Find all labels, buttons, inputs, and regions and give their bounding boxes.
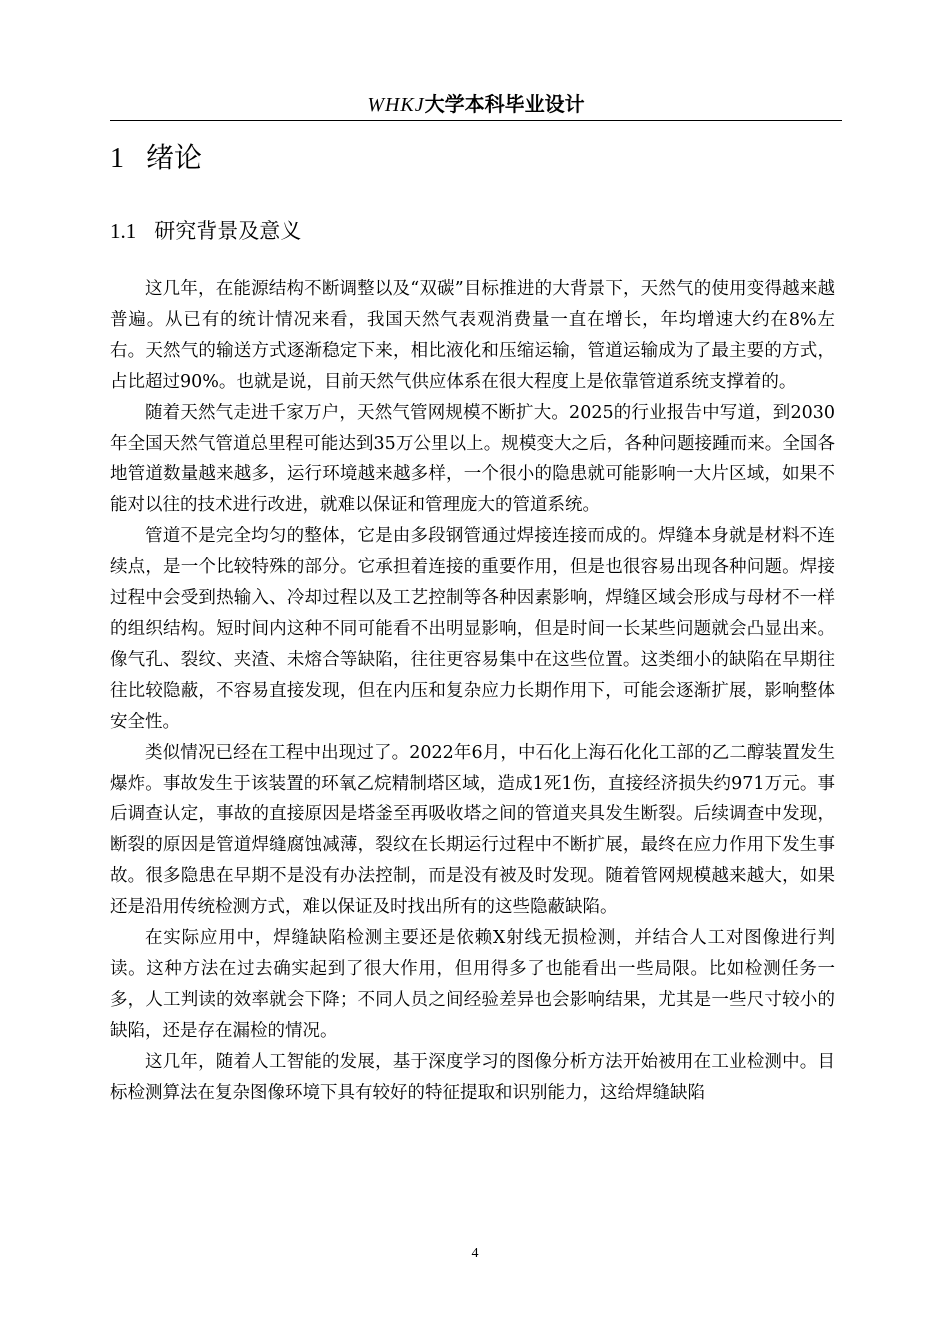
page-header bbox=[110, 90, 842, 119]
chapter-heading bbox=[110, 140, 202, 177]
section-heading bbox=[110, 216, 301, 246]
section-number: 1.1 bbox=[110, 219, 137, 243]
paragraph: 在实际应用中，焊缝缺陷检测主要还是依赖X射线无损检测，并结合人工对图像进行判读。这种方法在过去确实起到了很大作用，但用得多了也能看出一些局限。比如检测任务一多，人工判读的效率就会下降；不同人员之间经验差异也会影响结果，尤其是一些尺寸较小的缺陷，还是存在漏检的情况。 bbox=[110, 928, 835, 1041]
paragraph: 随着天然气走进千家万户，天然气管网规模不断扩大。2025的行业报告中写道，到2030年全国天然气管道总里程可能达到35万公里以上。规模变大之后，各种问题接踵而来。全国各地管道数量越来越多，运行环境越来越多样，一个很小的隐患就可能影响一大片区域，如果不能对以往的技术进行改进，就难以保证和管理庞大的管道系统。 bbox=[110, 402, 835, 516]
body-text bbox=[110, 274, 835, 1108]
header-school-name: WHKJ bbox=[367, 94, 425, 116]
header-divider bbox=[110, 120, 842, 121]
section-title: 研究背景及意义 bbox=[154, 219, 302, 243]
chapter-number: 1 bbox=[110, 143, 124, 174]
paragraph: 这几年，随着人工智能的发展，基于深度学习的图像分析方法开始被用在工业检测中。目标检测算法在复杂图像环境下具有较好的特征提取和识别能力，这给焊缝缺陷 bbox=[110, 1051, 835, 1103]
chapter-title: 绪论 bbox=[146, 141, 203, 174]
paragraph: 这几年，在能源结构不断调整以及“双碳”目标推进的大背景下，天然气的使用变得越来越普遍。从已有的统计情况来看，我国天然气表观消费量一直在增长，年均增速大约在8%左右。天然气的输送方式逐渐稳定下来，相比液化和压缩运输，管道运输成为了最主要的方式，占比超过90%。也就是说，目前天然气供应体系在很大程度上是依靠管道系统支撑着的。 bbox=[110, 279, 835, 392]
page-number: 4 bbox=[471, 1246, 479, 1261]
header-title: 大学本科毕业设计 bbox=[424, 92, 585, 116]
paragraph: 管道不是完全均匀的整体，它是由多段钢管通过焊接连接而成的。焊缝本身就是材料不连续点，是一个比较特殊的部分。它承担着连接的重要作用，但是也很容易出现各种问题。焊接过程中会受到热输入、冷却过程以及工艺控制等各种因素影响，焊缝区域会形成与母材不一样的组织结构。短时间内这种不同可能看不出明显影响，但是时间一长某些问题就会凸显出来。像气孔、裂纹、夹渣、未熔合等缺陷，往往更容易集中在这些位置。这类细小的缺陷在早期往往比较隐蔽，不容易直接发现，但在内压和复杂应力长期作用下，可能会逐渐扩展，影响整体安全性。 bbox=[110, 526, 835, 732]
paragraph: 类似情况已经在工程中出现过了。2022年6月，中石化上海石化化工部的乙二醇装置发生爆炸。事故发生于该装置的环氧乙烷精制塔区域，造成1死1伤，直接经济损失约971万元。事后调查认定，事故的直接原因是塔釜至再吸收塔之间的管道夹具发生断裂。后续调查中发现，断裂的原因是管道焊缝腐蚀减薄，裂纹在长期运行过程中不断扩展，最终在应力作用下发生事故。很多隐患在早期不是没有办法控制，而是没有被及时发现。随着管网规模越来越大，如果还是沿用传统检测方式，难以保证及时找出所有的这些隐蔽缺陷。 bbox=[110, 742, 835, 918]
